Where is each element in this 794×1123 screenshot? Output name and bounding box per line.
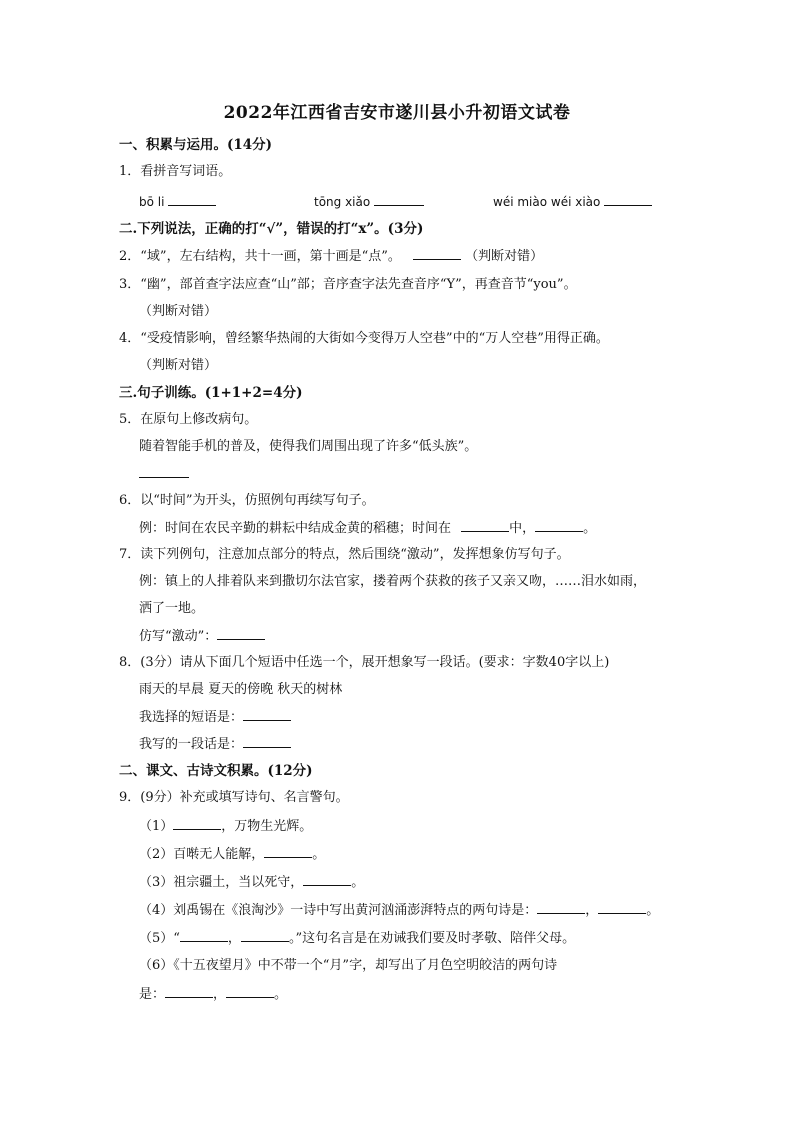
question-9-item-5: [139, 929, 575, 948]
item-text: 。: [274, 987, 288, 1002]
question-4-text: 4．“受疫情影响，曾经繁华热闹的大街如今变得万人空巷”中的“万人空巷”用得正确。: [119, 331, 609, 346]
pinyin-text: wéi miào wéi xiào: [493, 195, 601, 209]
answer-blank[interactable]: [243, 735, 291, 748]
question-7-imitate: [139, 627, 265, 646]
question-9-item-4: [139, 901, 659, 920]
pinyin-item-3: [493, 193, 652, 211]
answer-blank[interactable]: [374, 193, 424, 206]
question-8-stem: 8．(3分）请从下面几个短语中任选一个，展开想象写一段话。(要求：字数40字以上): [119, 655, 610, 670]
question-7-example-line2: 洒了一地。: [139, 601, 205, 616]
item-text: （1）: [139, 819, 174, 834]
question-7-stem: 7．读下列例句，注意加点部分的特点，然后围绕“激动”，发挥想象仿写句子。: [119, 547, 570, 562]
answer-blank[interactable]: [180, 929, 228, 942]
item-text: 。: [312, 847, 326, 862]
pinyin-item-1: [139, 193, 216, 211]
question-9-item-6-line1: （6）《十五夜望月》中不带一个“月”字，却写出了月色空明皎洁的两句诗: [139, 958, 558, 973]
example-text: 例：时间在农民辛勤的耕耘中结成金黄的稻穗；时间在: [139, 521, 452, 536]
answer-blank[interactable]: [139, 465, 189, 478]
item-text: ，万物生光辉。: [221, 819, 313, 834]
question-9-item-3: [139, 873, 364, 892]
answer-blank[interactable]: [303, 873, 351, 886]
item-text: ，: [585, 903, 599, 918]
answer-blank[interactable]: [241, 929, 289, 942]
section-header-4: 二、课文、古诗文积累。(12分): [119, 763, 313, 779]
pinyin-text: bō li: [139, 195, 165, 209]
answer-blank[interactable]: [168, 193, 216, 206]
pinyin-item-2: [314, 193, 424, 211]
item-text: ，: [227, 931, 241, 946]
question-9-item-2: [139, 845, 325, 864]
question-3-hint: （判断对错）: [139, 304, 218, 319]
answer-blank[interactable]: [604, 193, 652, 206]
section-header-1: 一、积累与运用。(14分): [119, 137, 273, 153]
end-text: 。: [583, 521, 597, 536]
question-8-write: [139, 735, 291, 754]
item-text: （2）百啭无人能解，: [139, 847, 265, 862]
answer-blank[interactable]: [535, 519, 583, 532]
answer-blank[interactable]: [264, 845, 312, 858]
answer-blank[interactable]: [537, 901, 585, 914]
answer-blank[interactable]: [217, 627, 265, 640]
page-title: 2022年江西省吉安市遂川县小升初语文试卷: [223, 103, 571, 123]
question-9-item-1: [139, 817, 312, 836]
question-7-example-line1: 例：镇上的人排着队来到撒切尔法官家，搂着两个获救的孩子又亲又吻，……泪水如雨，: [139, 574, 647, 589]
mid-text: 中，: [509, 521, 536, 536]
question-6-stem: 6．以“时间”为开头，仿照例句再续写句子。: [119, 493, 375, 508]
choose-label: 我选择的短语是：: [139, 710, 244, 725]
write-label: 我写的一段话是：: [139, 737, 244, 752]
section-header-3: 三.句子训练。(1+1+2=4分): [119, 385, 303, 401]
item-text: 。: [646, 903, 660, 918]
question-5-answer: [139, 465, 189, 484]
question-9-stem: 9．(9分）补充或填写诗句、名言警句。: [119, 790, 349, 805]
item-text: ，: [213, 987, 227, 1002]
item-text: 是：: [139, 987, 166, 1002]
question-2-text: 2．“域”，左右结构，共十一画，第十画是“点”。: [119, 249, 401, 264]
answer-blank[interactable]: [413, 247, 461, 260]
question-3-text: 3．“幽”，部首查字法应查“山”部；音序查字法先查音序“Y”，再查音节“you”。: [119, 277, 577, 292]
answer-blank[interactable]: [598, 901, 646, 914]
section-header-2: 二.下列说法，正确的打“√”，错误的打“x”。(3分): [119, 221, 424, 237]
question-5-stem: 5．在原句上修改病句。: [119, 412, 258, 427]
answer-blank[interactable]: [173, 817, 221, 830]
item-text: （5）“: [139, 931, 180, 946]
question-8-choose: [139, 708, 291, 727]
imitate-label: 仿写“激动”：: [139, 629, 218, 644]
question-9-item-6-line2: [139, 985, 287, 1004]
item-text: 。”这句名言是在劝诫我们要及时孝敬、陪伴父母。: [288, 931, 576, 946]
question-8-phrases: 雨天的早晨 夏天的傍晚 秋天的树林: [139, 682, 343, 697]
item-text: （4）刘禹锡在《浪淘沙》一诗中写出黄河汹涌澎湃特点的两句诗是：: [139, 903, 538, 918]
question-6-example: [139, 519, 596, 538]
question-1-stem: 1．看拼音写词语。: [119, 164, 232, 179]
judge-hint: （判断对错）: [465, 249, 544, 264]
question-4-hint: （判断对错）: [139, 358, 218, 373]
answer-blank[interactable]: [165, 985, 213, 998]
answer-blank[interactable]: [226, 985, 274, 998]
answer-blank[interactable]: [461, 519, 509, 532]
item-text: 。: [351, 875, 365, 890]
pinyin-text: tōng xiǎo: [314, 195, 371, 209]
question-5-sentence: 随着智能手机的普及，使得我们周围出现了许多“低头族”。: [139, 439, 478, 454]
question-2: [119, 247, 543, 266]
answer-blank[interactable]: [243, 708, 291, 721]
item-text: （3）祖宗疆土，当以死守，: [139, 875, 304, 890]
